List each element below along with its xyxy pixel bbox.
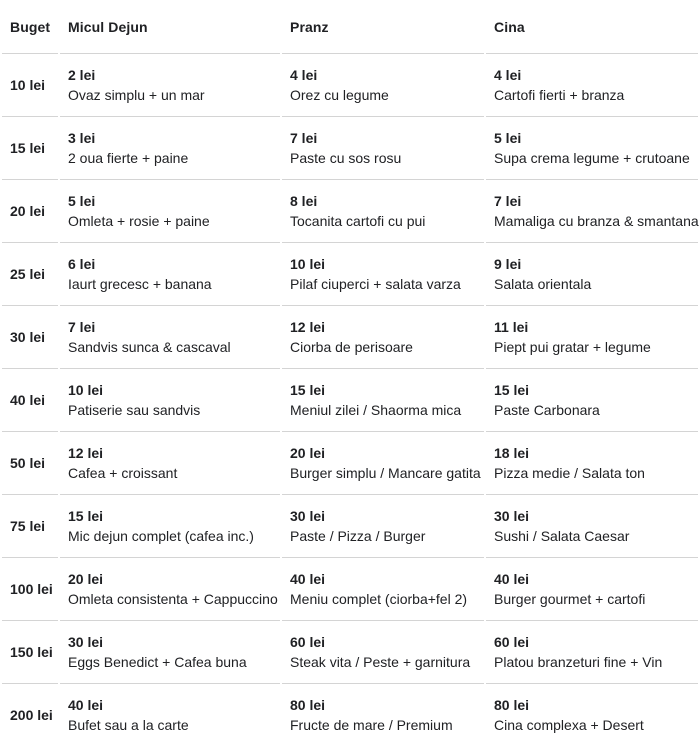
budget-cell: 75 lei [2,495,58,558]
breakfast-cell [60,180,280,243]
meal-description: Salata orientala [494,276,592,292]
meal-price: 4 lei [494,67,522,83]
meal-price: 12 lei [290,319,326,335]
meal-description: Paste Carbonara [494,402,600,418]
table-body [2,54,698,746]
meal-price: 40 lei [68,697,104,713]
meal-price: 30 lei [290,508,326,524]
meal-price: 40 lei [494,571,530,587]
budget-cell: 150 lei [2,621,58,684]
meal-description: Paste / Pizza / Burger [290,528,426,544]
column-header-lunch: Pranz [282,0,484,54]
meal-price: 3 lei [68,130,96,146]
budget-cell: 25 lei [2,243,58,306]
meal-price: 60 lei [290,634,326,650]
meal-price: 7 lei [290,130,318,146]
table-row [2,369,698,432]
table-row [2,495,698,558]
meal-description: Mic dejun complet (cafea inc.) [68,528,254,544]
lunch-cell [282,117,484,180]
breakfast-cell [60,243,280,306]
meal-price: 2 lei [68,67,96,83]
column-header-breakfast: Micul Dejun [60,0,280,54]
meal-price: 15 lei [68,508,104,524]
meal-description: Sushi / Salata Caesar [494,528,630,544]
meal-price: 80 lei [494,697,530,713]
meal-price: 10 lei [68,382,104,398]
meal-price: 30 lei [68,634,104,650]
lunch-cell [282,432,484,495]
meal-price: 18 lei [494,445,530,461]
meal-description: Supa crema legume + crutoane [494,150,690,166]
budget-cell: 15 lei [2,117,58,180]
budget-cell: 20 lei [2,180,58,243]
dinner-cell [486,621,698,684]
dinner-cell [486,369,698,432]
meal-price: 20 lei [68,571,104,587]
dinner-cell [486,306,698,369]
lunch-cell [282,558,484,621]
table-row [2,558,698,621]
meal-price: 9 lei [494,256,522,272]
breakfast-cell [60,495,280,558]
budget-cell: 50 lei [2,432,58,495]
meal-price: 40 lei [290,571,326,587]
dinner-cell [486,180,698,243]
meal-description: Eggs Benedict + Cafea buna [68,654,247,670]
budget-cell: 30 lei [2,306,58,369]
table-row [2,117,698,180]
breakfast-cell [60,432,280,495]
dinner-cell [486,558,698,621]
meal-description: Meniu complet (ciorba+fel 2) [290,591,468,607]
meal-description: Bufet sau a la carte [68,717,189,733]
meal-description: Omleta consistenta + Cappuccino [68,591,278,607]
dinner-cell [486,432,698,495]
meal-description: Burger simplu / Mancare gatita [290,465,481,481]
table-row [2,306,698,369]
breakfast-cell [60,621,280,684]
lunch-cell [282,495,484,558]
meal-description: Steak vita / Peste + garnitura [290,654,471,670]
meal-description: Cartofi fierti + branza [494,87,625,103]
column-header-budget: Buget [2,0,58,54]
meal-description: Meniul zilei / Shaorma mica [290,402,462,418]
dinner-cell [486,117,698,180]
meal-description: Omleta + rosie + paine [68,213,210,229]
table-row [2,621,698,684]
meal-description: Ovaz simplu + un mar [68,87,205,103]
table-header [2,0,698,54]
meal-price: 30 lei [494,508,530,524]
meal-description: Platou branzeturi fine + Vin [494,654,663,670]
meal-description: Mamaliga cu branza & smantana [494,213,699,229]
header-row [2,0,698,54]
meal-description: Cina complexa + Desert [494,717,644,733]
meal-description: Pizza medie / Salata ton [494,465,645,481]
lunch-cell [282,621,484,684]
lunch-cell [282,243,484,306]
lunch-cell [282,180,484,243]
table-row [2,432,698,495]
breakfast-cell [60,117,280,180]
meal-price: 60 lei [494,634,530,650]
meal-price: 15 lei [494,382,530,398]
budget-cell: 40 lei [2,369,58,432]
lunch-cell [282,684,484,746]
lunch-cell [282,54,484,117]
dinner-cell [486,684,698,746]
breakfast-cell [60,54,280,117]
meal-price: 5 lei [68,193,96,209]
meal-price: 10 lei [290,256,326,272]
meal-description: Fructe de mare / Premium [290,717,453,733]
table-row [2,243,698,306]
breakfast-cell [60,306,280,369]
breakfast-cell [60,369,280,432]
budget-cell: 10 lei [2,54,58,117]
meal-price: 4 lei [290,67,318,83]
meal-description: Iaurt grecesc + banana [68,276,212,292]
meal-price: 15 lei [290,382,326,398]
table-row [2,54,698,117]
breakfast-cell [60,558,280,621]
meal-description: Patiserie sau sandvis [68,402,201,418]
meal-price: 11 lei [494,319,529,335]
lunch-cell [282,369,484,432]
meal-description: Paste cu sos rosu [290,150,402,166]
meal-price: 6 lei [68,256,96,272]
meal-price: 7 lei [68,319,96,335]
table-row [2,180,698,243]
meal-price: 8 lei [290,193,318,209]
meal-description: Ciorba de perisoare [290,339,413,355]
meal-price: 12 lei [68,445,104,461]
meal-description: Tocanita cartofi cu pui [290,213,426,229]
meal-description: 2 oua fierte + paine [68,150,189,166]
meal-description: Pilaf ciuperci + salata varza [290,276,461,292]
dinner-cell [486,495,698,558]
meal-description: Piept pui gratar + legume [494,339,651,355]
meal-description: Sandvis sunca & cascaval [68,339,231,355]
meal-price: 5 lei [494,130,522,146]
lunch-cell [282,306,484,369]
meal-description: Orez cu legume [290,87,389,103]
meal-price: 7 lei [494,193,522,209]
budget-cell: 200 lei [10,707,53,723]
dinner-cell [486,243,698,306]
budget-cell: 100 lei [2,558,58,621]
meal-description: Cafea + croissant [68,465,178,481]
meal-price: 80 lei [290,697,326,713]
column-header-dinner: Cina [486,0,698,54]
table-row [2,684,698,746]
breakfast-cell [60,684,280,746]
meal-description: Burger gourmet + cartofi [494,591,646,607]
dinner-cell [486,54,698,117]
meal-price: 20 lei [290,445,326,461]
